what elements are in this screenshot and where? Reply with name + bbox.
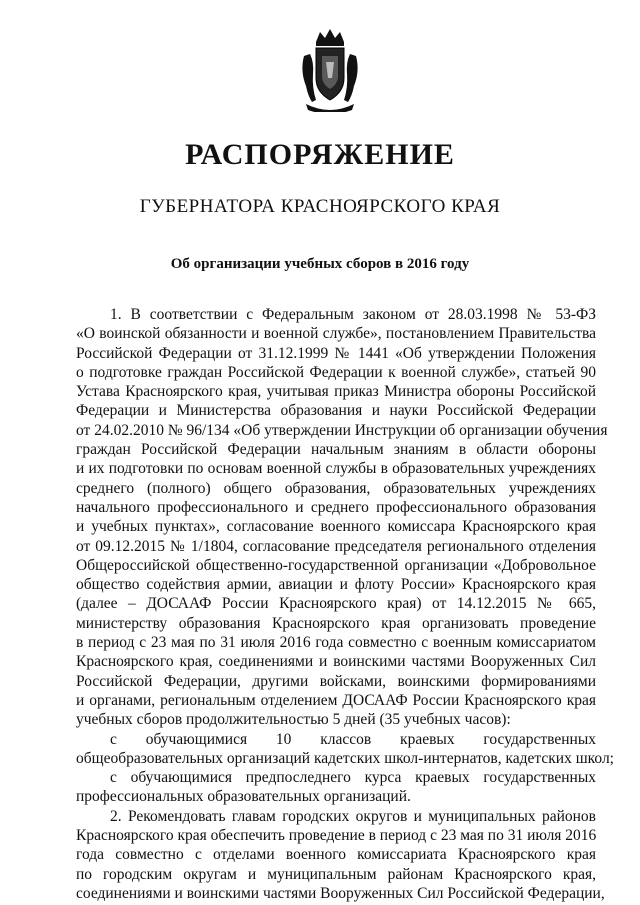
body-line: года совместно с отделами военного комиссариата Красноярского края <box>76 846 596 864</box>
body-line: и их подготовки по основам военной службы в образовательных учреждениях <box>76 460 596 478</box>
body-line: Российской Федерации от 31.12.1999 № 1441 «Об утверждении Положения <box>76 344 596 362</box>
document-subtitle: ГУБЕРНАТОРА КРАСНОЯРСКОГО КРАЯ <box>139 196 501 217</box>
body-line: министерству образования Красноярского края организовать проведение <box>76 614 596 632</box>
body-line: «О воинской обязанности и военной службе», постановлением Правительства <box>76 325 596 343</box>
body-line: учебных сборов продолжительностью 5 дней (35 учебных часов): <box>76 711 511 729</box>
body-line: Красноярского края обеспечить проведение в период с 23 мая по 31 июля 2016 <box>76 827 597 845</box>
body-line: Федерации и Министерства образования и науки Российской Федерации <box>76 402 596 420</box>
body-line: и учебных пунктах», согласование военного комиссара Красноярского края <box>76 518 596 536</box>
document-title: РАСПОРЯЖЕНИЕ <box>185 138 455 171</box>
body-line: профессиональных образовательных организаций. <box>76 788 411 806</box>
body-line: (далее – ДОСААФ России Красноярского края) от 14.12.2015 № 665, <box>76 595 596 613</box>
body-line: с обучающимися предпоследнего курса краевых государственных <box>110 769 596 787</box>
body-line: Красноярского края, соединениями и воинскими частями Вооруженных Сил <box>76 653 596 671</box>
body-line: общество содействия армии, авиации и флоту России» Красноярского края <box>76 576 596 594</box>
body-line: и органами, региональным отделением ДОСААФ России Красноярского края <box>76 691 596 709</box>
body-line: Общероссийской общественно-государственной организации «Добровольное <box>76 556 596 574</box>
body-line: с обучающимися 10 классов краевых государственных <box>110 730 596 748</box>
body-line: среднего (полного) общего образования, образовательных учреждениях <box>76 479 596 497</box>
body-line: Устава Красноярского края, учитывая приказ Министра обороны Российской <box>76 383 596 401</box>
document-body <box>76 305 614 903</box>
body-line: по городским округам и муниципальным районам Красноярского края, <box>76 865 596 883</box>
body-line: начального профессионального и среднего профессионального образования <box>76 498 596 516</box>
body-line: граждан Российской Федерации начальным знаниям в области обороны <box>76 441 596 459</box>
body-line: 2. Рекомендовать главам городских округов и муниципальных районов <box>110 807 596 825</box>
body-line: в период с 23 мая по 31 июля 2016 года совместно с военным комиссариатом <box>76 634 596 652</box>
body-line: от 24.02.2010 № 96/134 «Об утверждении Инструкции об организации обучения <box>76 421 608 439</box>
body-line: о подготовке граждан Российской Федерации к военной службе», статьей 90 <box>76 363 596 381</box>
document-heading: Об организации учебных сборов в 2016 году <box>170 256 470 272</box>
body-line: общеобразовательных организаций кадетских школ-интернатов, кадетских школ; <box>76 749 614 767</box>
body-line: Российской Федерации, другими войсками, воинскими формированиями <box>76 672 596 690</box>
body-line: от 09.12.2015 № 1/1804, согласование председателя регионального отделения <box>76 537 596 555</box>
body-line: соединениями и воинскими частями Вооруженных Сил Российской Федерации, <box>76 884 605 902</box>
coat-of-arms-emblem <box>298 26 362 112</box>
body-line: 1. В соответствии с Федеральным законом от 28.03.1998 № 53-ФЗ <box>110 306 596 323</box>
